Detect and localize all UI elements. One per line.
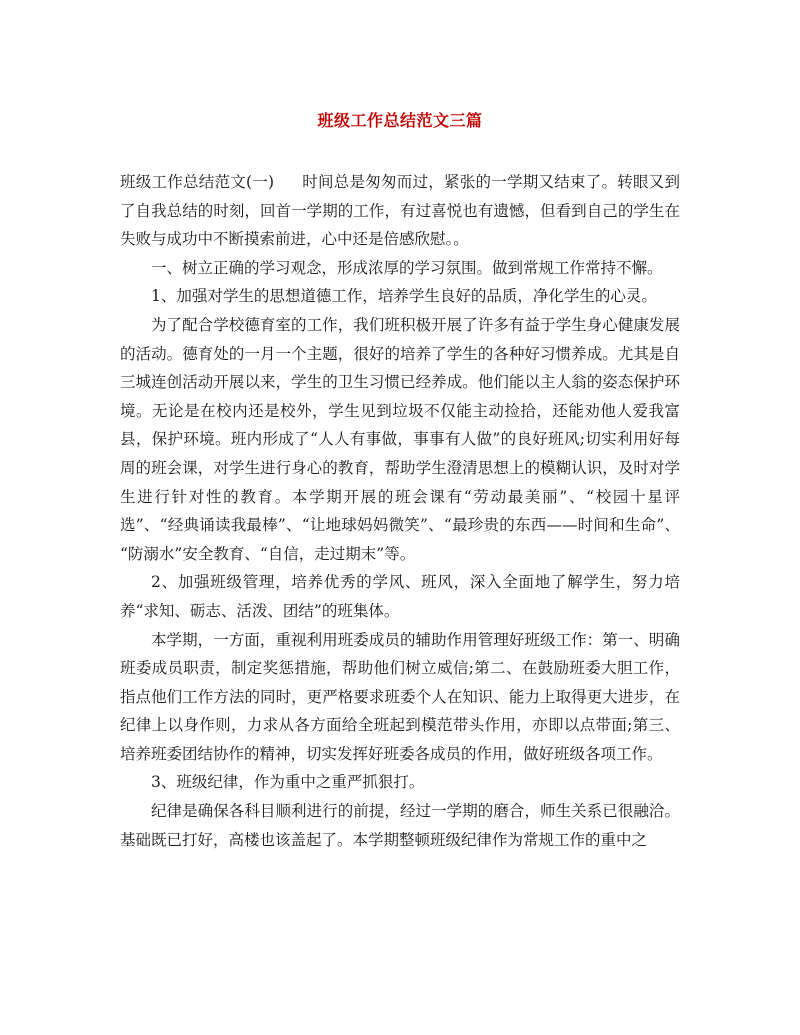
- intro-paragraph: [120, 168, 680, 254]
- body-paragraph-1: 为了配合学校德育室的工作，我们班积极开展了许多有益于学生身心健康发展的活动。德育处的一月一个主题，很好的培养了学生的各种好习惯养成。尤其是自三城连创活动开展以来，学生的卫生习惯已经养成。他们能以主人翁的姿态保护环境。无论是在校内还是校外，学生见到垃圾不仅能主动捡拾，还能劝他人爱我富县，保护环境。班内形成了“人人有事做，事事有人做”的良好班风;切实利用好每周的班会课，对学生进行身心的教育，帮助学生澄清思想上的模糊认识，及时对学生进行针对性的教育。本学期开展的班会课有“劳动最美丽”、“校园十星评选”、“经典诵读我最棒”、“让地球妈妈微笑”、“最珍贵的东西——时间和生命”、 “防溺水”安全教育、“自信，走过期末”等。: [120, 315, 680, 563]
- subheading-3: 3、班级纪律，作为重中之重严抓狠打。: [151, 773, 425, 792]
- intro-label: 班级工作总结范文(一): [120, 173, 275, 191]
- document-title: 班级工作总结范文三篇: [317, 111, 483, 130]
- section-heading-1: 一、树立正确的学习观念，形成浓厚的学习氛围。做到常规工作常持不懈。: [151, 258, 663, 277]
- intro-text: 时间总是匆匆而过，紧张的一学期又结束了。转眼又到了自我总结的时刻，回首一学期的工作，有过喜悦也有遗憾，但看到自己的学生在失败与成功中不断摸索前进，心中还是倍感欣慰。。: [120, 173, 680, 249]
- subheading-2: 2、加强班级管理，培养优秀的学风、班风，深入全面地了解学生，努力培养“求知、砺志、活泼、团结”的班集体。: [120, 573, 680, 620]
- subheading-1: 1、加强对学生的思想道德工作，培养学生良好的品质，净化学生的心灵。: [151, 287, 657, 306]
- document-body: [120, 168, 680, 854]
- body-paragraph-2: 本学期，一方面，重视利用班委成员的辅助作用管理好班级工作：第一、明确班委成员职责，制定奖惩措施，帮助他们树立威信;第二、在鼓励班委大胆工作，指点他们工作方法的同时，更严格要求班委个人在知识、能力上取得更大进步，在纪律上以身作则，力求从各方面给全班起到模范带头作用，亦即以点带面;第三、培养班委团结协作的精神，切实发挥好班委各成员的作用，做好班级各项工作。: [120, 630, 680, 763]
- body-paragraph-3: 纪律是确保各科目顺利进行的前提，经过一学期的磨合，师生关系已很融洽。基础既已打好，高楼也该盖起了。本学期整顿班级纪律作为常规工作的重中之: [120, 802, 680, 849]
